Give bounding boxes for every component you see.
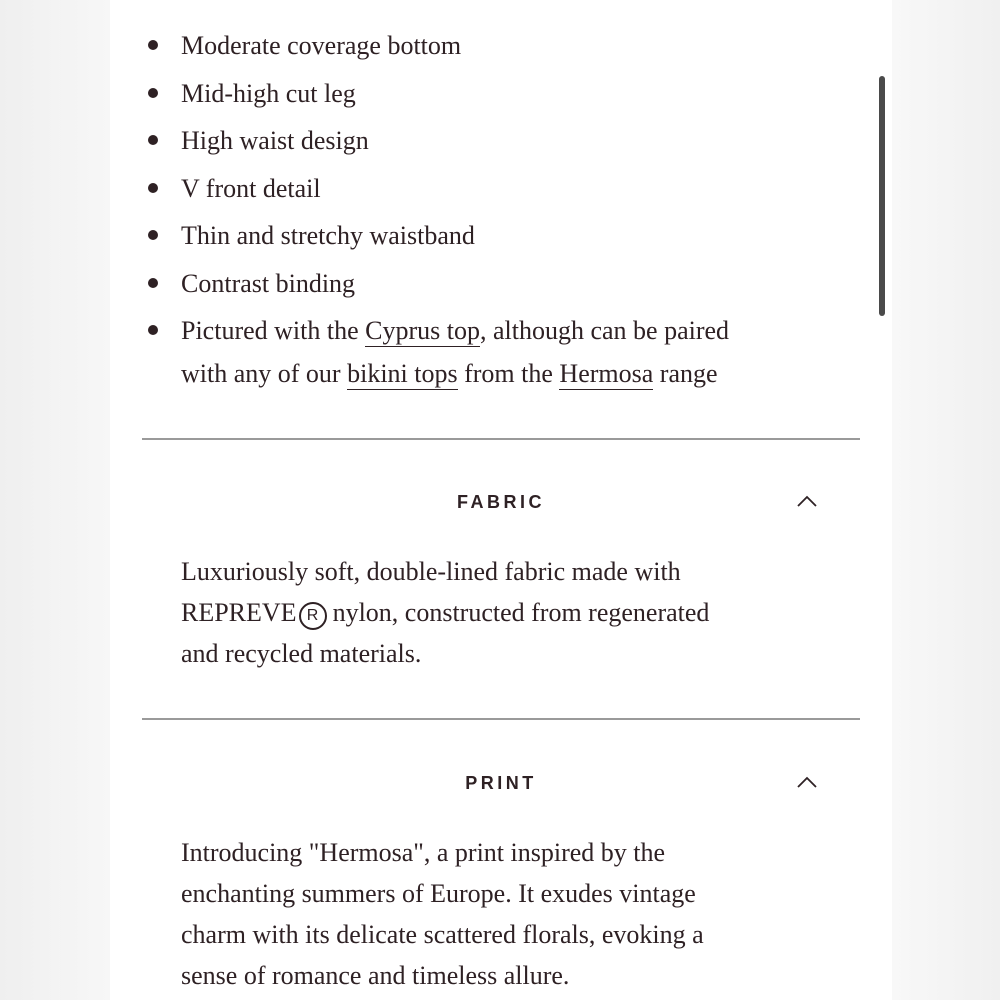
- pictured-middle-text: , although can be paired: [479, 316, 730, 345]
- list-item: [150, 24, 830, 67]
- bullet-icon: [148, 40, 158, 50]
- background-left: [0, 0, 110, 1000]
- registered-trademark-icon: R: [299, 602, 327, 630]
- list-item-pictured-with: [150, 309, 830, 395]
- scrollbar-thumb[interactable]: [879, 76, 885, 316]
- bullet-icon: [148, 183, 158, 193]
- background-right: [892, 0, 1000, 1000]
- pictured-with-line-1: [181, 309, 830, 352]
- bullet-icon: [148, 135, 158, 145]
- list-item: [150, 167, 830, 210]
- fabric-line-2: [181, 592, 821, 633]
- print-description: [181, 832, 821, 996]
- cyprus-top-link[interactable]: Cyprus top: [365, 316, 480, 345]
- feature-text: High waist design: [181, 126, 369, 155]
- pictured-line2-prefix-text: with any of our: [181, 359, 348, 388]
- bullet-icon: [148, 278, 158, 288]
- bullet-icon: [148, 230, 158, 240]
- feature-text: V front detail: [181, 173, 321, 203]
- bullet-icon: [148, 325, 158, 335]
- list-item: [150, 72, 830, 115]
- print-accordion-header[interactable]: [142, 763, 860, 803]
- hermosa-link[interactable]: Hermosa: [559, 359, 654, 388]
- divider: [142, 718, 860, 720]
- print-line: enchanting summers of Europe. It exudes vintage: [181, 879, 696, 908]
- list-item: [150, 214, 830, 257]
- pictured-from-text: from the: [457, 359, 560, 388]
- feature-text: Thin and stretchy waistband: [181, 221, 475, 250]
- print-line: charm with its delicate scattered florals, evoking a: [181, 920, 704, 949]
- feature-list: [150, 24, 830, 400]
- pictured-with-line-2: [181, 352, 830, 395]
- bikini-tops-link[interactable]: bikini tops: [347, 359, 458, 388]
- fabric-line-2-text: nylon, constructed from regenerated: [332, 598, 710, 627]
- chevron-up-icon[interactable]: [796, 775, 818, 789]
- fabric-line-1: Luxuriously soft, double-lined fabric made with: [181, 557, 681, 586]
- bullet-icon: [148, 88, 158, 98]
- print-section-title: PRINT: [465, 773, 537, 793]
- chevron-up-icon[interactable]: [796, 494, 818, 508]
- list-item: [150, 119, 830, 162]
- print-line: sense of romance and timeless allure.: [181, 961, 570, 990]
- list-item: [150, 262, 830, 305]
- feature-text: Mid-high cut leg: [181, 78, 356, 108]
- repreve-brand-text: REPREVE: [181, 598, 297, 627]
- product-details-panel: [110, 0, 892, 1000]
- divider: [142, 438, 860, 440]
- fabric-line-3: and recycled materials.: [181, 639, 422, 668]
- feature-text: Moderate coverage bottom: [181, 31, 462, 60]
- print-line: Introducing "Hermosa", a print inspired by the: [181, 838, 666, 867]
- pictured-prefix-text: Pictured with the: [181, 316, 366, 345]
- fabric-accordion-header[interactable]: [142, 482, 860, 522]
- pictured-suffix-text: range: [653, 359, 718, 388]
- fabric-description: [181, 551, 821, 674]
- feature-text: Contrast binding: [181, 268, 356, 298]
- fabric-section-title: FABRIC: [457, 492, 545, 512]
